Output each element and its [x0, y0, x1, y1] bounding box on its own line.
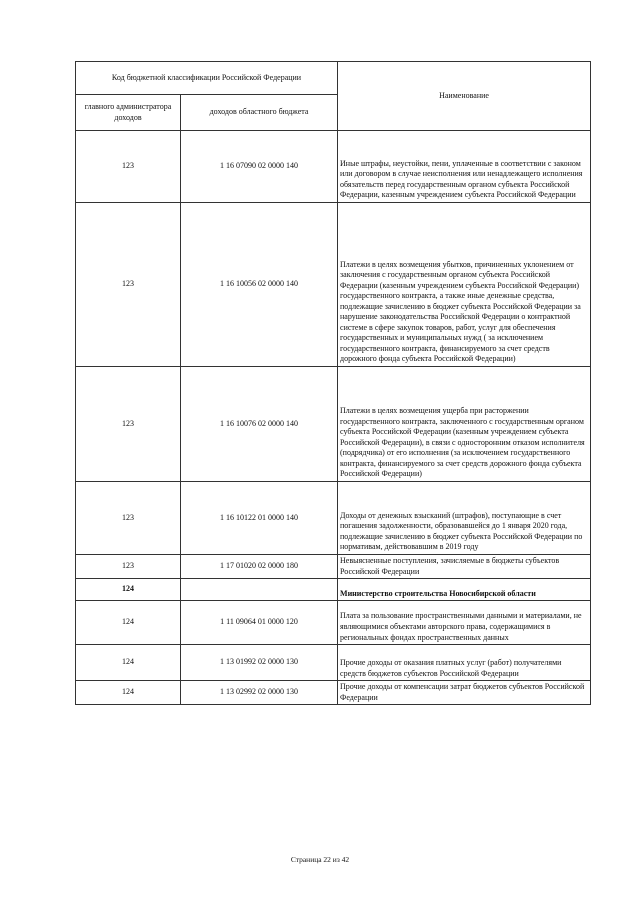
name-cell: Прочие доходы от оказания платных услуг (работ) получателями средств бюджетов субъектов Российской Федерации: [338, 645, 591, 681]
header-name: Наименование: [338, 62, 591, 131]
income-code-cell: 1 13 01992 02 0000 130: [181, 645, 338, 681]
name-cell: Министерство строительства Новосибирской области: [338, 579, 591, 601]
table-row: [76, 555, 591, 579]
income-code-cell: 1 11 09064 01 0000 120: [181, 601, 338, 645]
table-row: [76, 131, 591, 203]
admin-code-cell: 124: [76, 601, 181, 645]
income-code-cell: 1 17 01020 02 0000 180: [181, 555, 338, 579]
header-row-group: [76, 62, 591, 95]
table-row: [76, 681, 591, 705]
table-row: [76, 601, 591, 645]
admin-code-cell: 123: [76, 367, 181, 482]
income-code-cell: 1 16 07090 02 0000 140: [181, 131, 338, 203]
name-cell: Платежи в целях возмещения убытков, причиненных уклонением от заключения с государственным органом субъекта Российской Федерации (казенным учреждением субъекта Российской Федерации) государственного контракта, а также иные денежные средства, подлежащие зачислению в бюджет субъекта Российской Федерации за нарушение законодательства Российской Федерации о контрактной системе в сфере закупок товаров, работ, услуг для обеспечения государственных и муниципальных нужд ( за исключением государственного контракта, финансируемого за счет средств дорожного фонда субъекта Российской Федерации): [338, 203, 591, 367]
income-code-cell: 1 16 10076 02 0000 140: [181, 367, 338, 482]
header-income: доходов областного бюджета: [181, 95, 338, 131]
income-code-cell: 1 13 02992 02 0000 130: [181, 681, 338, 705]
header-admin: главного администратора доходов: [76, 95, 181, 131]
table-row: [76, 579, 591, 601]
budget-classification-table: [75, 61, 591, 705]
page-number: Страница 22 из 42: [290, 855, 350, 864]
table-body: [76, 131, 591, 705]
name-cell: Платежи в целях возмещения ущерба при расторжении государственного контракта, заключенного с государственным органом субъекта Российской Федерации (казенным учреждением субъекта Российской Федерации), в связи с односторонним отказом исполнителя (подрядчика) от его исполнения (за исключением государственного контракта, финансируемого за счет средств дорожного фонда субъекта Российской Федерации): [338, 367, 591, 482]
admin-code-cell: 123: [76, 131, 181, 203]
table-row: [76, 367, 591, 482]
admin-code-cell: 123: [76, 203, 181, 367]
table-row: [76, 482, 591, 555]
header-code-group: Код бюджетной классификации Российской Федерации: [76, 62, 338, 95]
admin-code-cell: 124: [76, 681, 181, 705]
income-code-cell: 1 16 10056 02 0000 140: [181, 203, 338, 367]
table-row: [76, 645, 591, 681]
income-code-cell: [181, 579, 338, 601]
name-cell: Прочие доходы от компенсации затрат бюджетов субъектов Российской Федерации: [338, 681, 591, 705]
name-cell: Плата за пользование пространственными данными и материалами, не являющимися объектами авторского права, содержащимися в региональных фондах пространственных данных: [338, 601, 591, 645]
admin-code-cell: 123: [76, 482, 181, 555]
admin-code-cell: 124: [76, 645, 181, 681]
table-row: [76, 203, 591, 367]
name-cell: Доходы от денежных взысканий (штрафов), поступающие в счет погашения задолженности, образовавшейся до 1 января 2020 года, подлежащие зачислению в бюджет субъекта Российской Федерации по нормативам, действовавшим в 2019 году: [338, 482, 591, 555]
name-cell: Невыясненные поступления, зачисляемые в бюджеты субъектов Российской Федерации: [338, 555, 591, 579]
admin-code-cell: 123: [76, 555, 181, 579]
name-cell: Иные штрафы, неустойки, пени, уплаченные в соответствии с законом или договором в случае неисполнения или ненадлежащего исполнения обязательств перед государственным органом субъекта Российской Федерации, казенным учреждением субъекта Российской Федерации: [338, 131, 591, 203]
income-code-cell: 1 16 10122 01 0000 140: [181, 482, 338, 555]
admin-code-cell: 124: [76, 579, 181, 601]
